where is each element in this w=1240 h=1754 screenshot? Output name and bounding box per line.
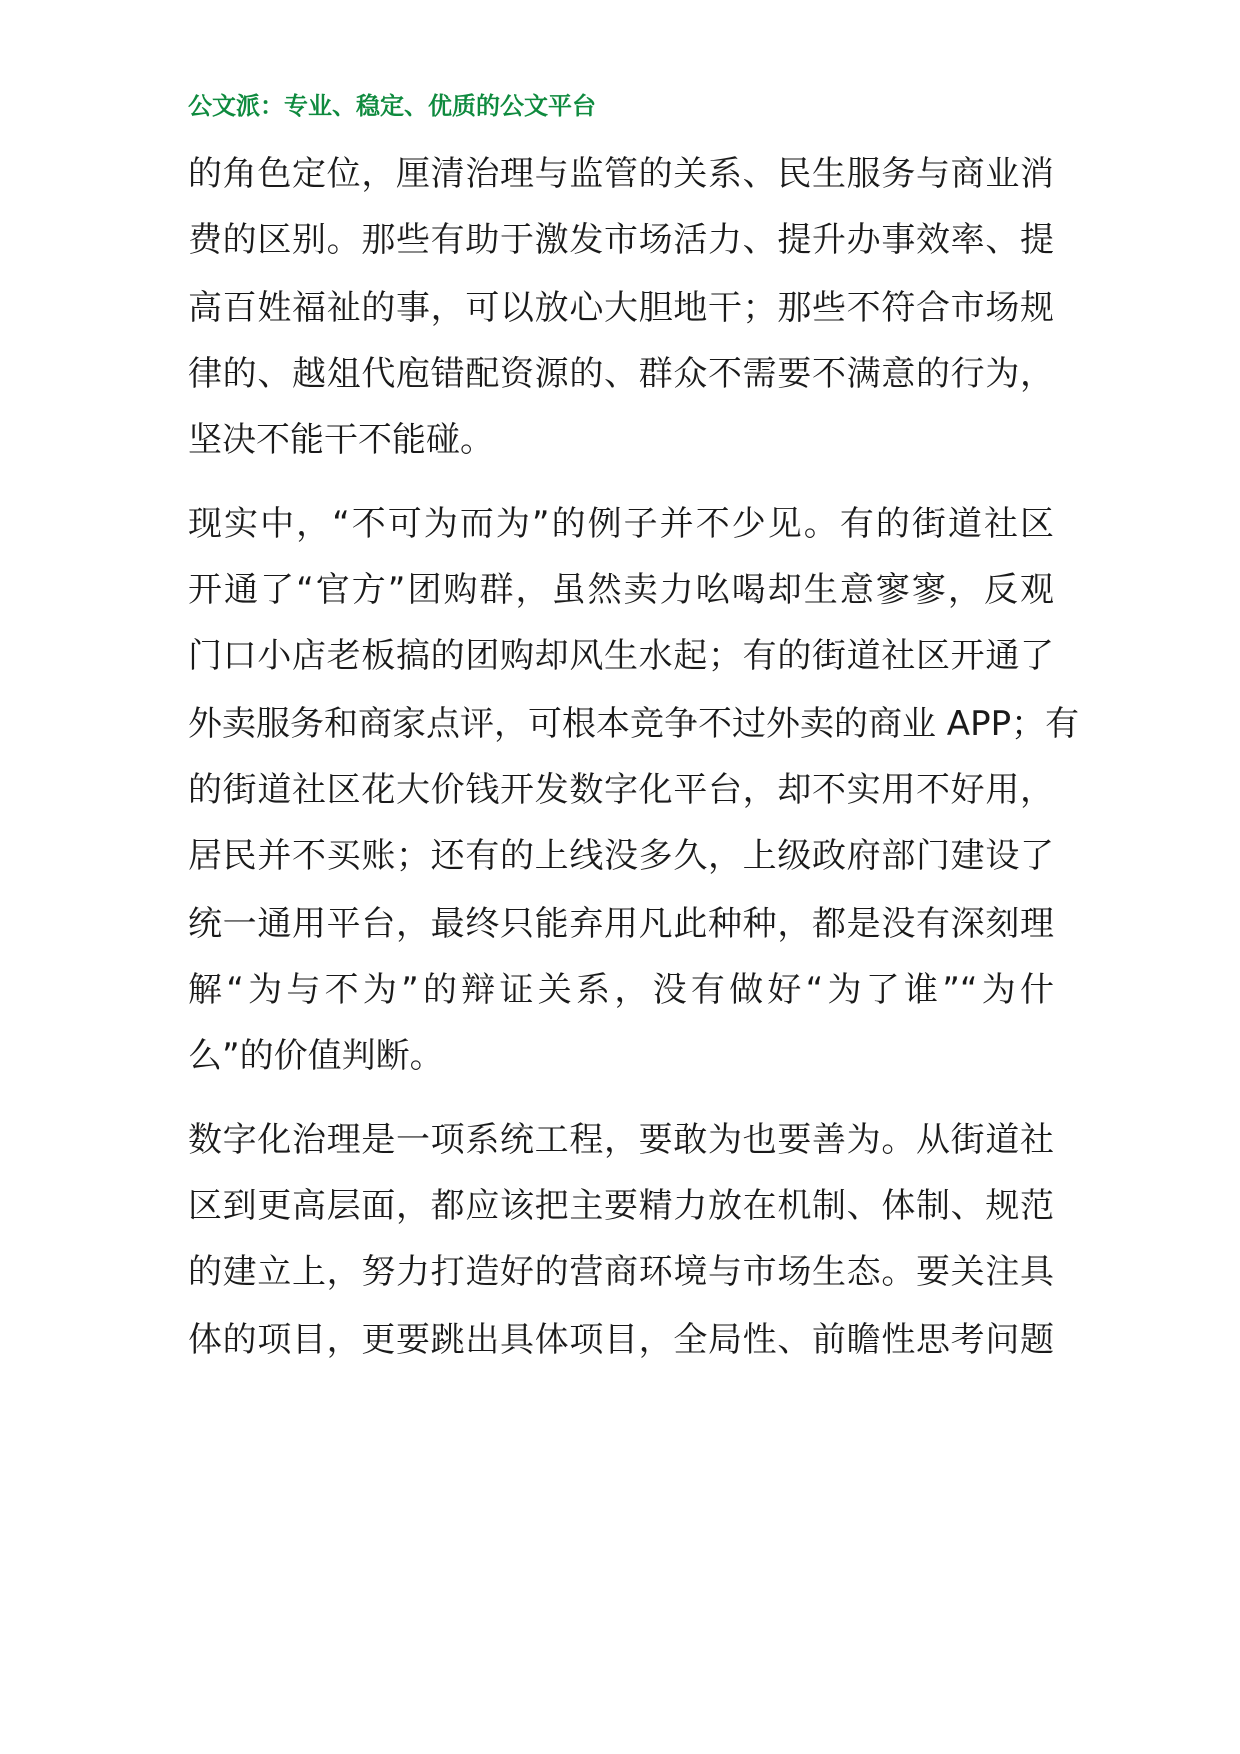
paragraph-line: 外卖服务和商家点评，可根本竞争不过外卖的商业 APP；有 xyxy=(188,704,1080,744)
paragraph-line: 么”的价值判断。 xyxy=(188,1036,444,1076)
paragraph-line: 门口小店老板搞的团购却风生水起；有的街道社区开通了 xyxy=(188,636,1054,676)
paragraph-line: 现实中，“不可为而为”的例子并不少见。有的街道社区 xyxy=(188,504,1054,544)
paragraph-line: 的角色定位，厘清治理与监管的关系、民生服务与商业消 xyxy=(188,154,1054,194)
paragraph-line: 开通了“官方”团购群，虽然卖力吆喝却生意寥寥，反观 xyxy=(188,570,1054,610)
paragraph-line: 数字化治理是一项系统工程，要敢为也要善为。从街道社 xyxy=(188,1120,1054,1160)
page-header: 公文派：专业、稳定、优质的公文平台 xyxy=(188,92,596,120)
paragraph-line: 律的、越俎代庖错配资源的、群众不需要不满意的行为， xyxy=(188,354,1054,394)
paragraph-line: 坚决不能干不能碰。 xyxy=(188,420,494,460)
paragraph-line: 的街道社区花大价钱开发数字化平台，却不实用不好用， xyxy=(188,770,1054,810)
paragraph-line: 的建立上，努力打造好的营商环境与市场生态。要关注具 xyxy=(188,1252,1054,1292)
paragraph-line: 区到更高层面，都应该把主要精力放在机制、体制、规范 xyxy=(188,1186,1054,1226)
paragraph-line: 居民并不买账；还有的上线没多久，上级政府部门建设了 xyxy=(188,836,1054,876)
paragraph-line: 统一通用平台，最终只能弃用凡此种种，都是没有深刻理 xyxy=(188,904,1054,944)
paragraph-line: 费的区别。那些有助于激发市场活力、提升办事效率、提 xyxy=(188,220,1054,260)
paragraph-line: 高百姓福祉的事，可以放心大胆地干；那些不符合市场规 xyxy=(188,288,1054,328)
paragraph-line: 解“为与不为”的辩证关系，没有做好“为了谁”“为什 xyxy=(188,970,1054,1010)
paragraph-line: 体的项目，更要跳出具体项目，全局性、前瞻性思考问题 xyxy=(188,1320,1054,1360)
